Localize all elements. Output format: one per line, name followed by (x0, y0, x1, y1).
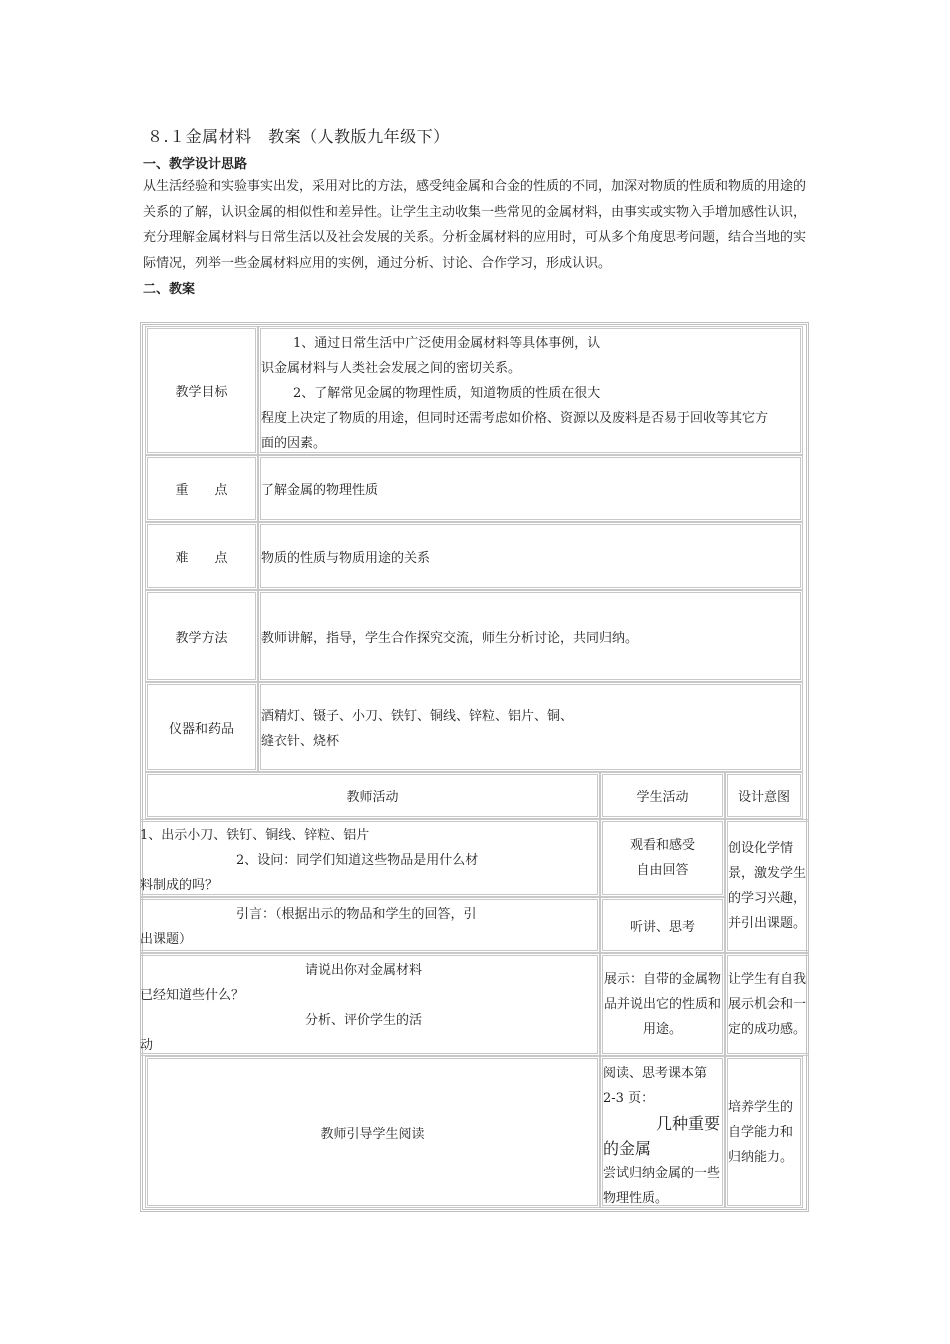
equipment-line-b: 缝衣针、烧杯 (261, 734, 340, 749)
header-teacher: 教师活动 (346, 790, 399, 805)
header-teacher-cell (145, 772, 600, 819)
activity1-student: 观看和感受 自由回答 (629, 838, 695, 878)
activity1-line-1: 1、出示小刀、铁钉、铜线、锌粒、铝片 (140, 828, 370, 843)
design4-text: 培养学生的自学能力和归纳能力。 (728, 1099, 794, 1165)
equipment-label-cell (145, 682, 258, 772)
activity4-line-5: 尝试归纳金属的一些物理性质。 (603, 1166, 721, 1206)
difficulty-content-cell (258, 522, 803, 590)
method-label-cell (145, 590, 258, 682)
activity4-line-2: 2-3 页： (603, 1091, 655, 1106)
document-title: ８.１金属材料 教案（人教版九年级下） (147, 127, 450, 146)
difficulty-label: 难 点 (175, 550, 228, 566)
goal-line-2b: 程度上决定了物质的用途，但同时还需考虑如价格、资源以及废料是否易于回收等其它方 (261, 411, 769, 426)
activity1-student-cell (600, 819, 725, 897)
goal-line-2c: 面的因素。 (261, 436, 327, 451)
activity3-student-cell (600, 953, 725, 1056)
activity2-student: 听讲、思考 (629, 919, 695, 935)
activity4-line-3: 几种重要 (655, 1114, 720, 1133)
goal-content-cell (258, 326, 803, 455)
design1-cell (725, 819, 809, 953)
key-text: 了解金属的物理性质 (261, 483, 379, 498)
activity2-line-1: 引言：（根据出示的物品和学生的回答，引 (236, 907, 477, 922)
activity3-line-2: 已经知道些什么？ (140, 988, 245, 1003)
activity2-teacher-cell (140, 897, 600, 953)
header-design: 设计意图 (737, 790, 790, 805)
activity4-line-4: 的金属 (603, 1139, 652, 1158)
goal-line-1a: 1、通过日常生活中广泛使用金属材料等具体事例，认 (293, 336, 601, 351)
section-heading-design: 一、教学设计思路 (143, 157, 248, 172)
header-design-cell (725, 772, 803, 819)
activity4-student-cell (600, 1056, 725, 1208)
activity2-line-2: 出课题） (140, 932, 193, 947)
activity3-line-3: 分析、评价学生的活 (305, 1013, 423, 1028)
activity4-line-1: 阅读、思考课本第 (603, 1066, 708, 1081)
activity1-line-3: 料制成的吗？ (140, 878, 219, 893)
activity3-line-1: 请说出你对金属材料 (305, 963, 423, 978)
design-paragraph: 从生活经验和实验事实出发，采用对比的方法，感受纯金属和合金的性质的不同，加深对物质的性质和物质的用途的关系的了解，认识金属的相似性和差异性。让学生主动收集一些常见的金属材料，由事实或实物入手增加感性认识，充分理解金属材料与日常生活以及社会发展的关系。分析金属材料的应用时，可从多个角度思考问题，结合当地的实际情况，列举一些金属材料应用的实例，通过分析、讨论、合作学习，形成认识。 (143, 179, 807, 271)
goal-label: 教学目标 (175, 385, 228, 400)
key-label-cell (145, 455, 258, 522)
design3-text: 让学生有自我展示机会和一定的成功感。 (728, 972, 807, 1037)
method-content-cell (258, 590, 803, 682)
design4-cell (725, 1056, 803, 1208)
method-label: 教学方法 (175, 630, 228, 646)
header-student-cell (600, 772, 725, 819)
activity3-teacher-cell (140, 953, 600, 1056)
key-label: 重 点 (175, 483, 228, 498)
design1-text: 创设化学情景，激发学生的学习兴趣，并引出课题。 (728, 841, 807, 931)
equipment-content-cell (258, 682, 803, 772)
difficulty-text: 物质的性质与物质用途的关系 (261, 550, 431, 566)
activity1-teacher-cell (140, 819, 600, 897)
equipment-line-a: 酒精灯、镊子、小刀、铁钉、铜线、锌粒、铝片、铜、 (261, 709, 574, 724)
activity3-line-4: 动 (140, 1038, 154, 1053)
section-heading-plan: 二、教案 (143, 282, 196, 297)
activity1-line-2: 2、设问：同学们知道这些物品是用什么材 (236, 853, 479, 868)
activity4-teacher-cell (145, 1056, 600, 1208)
activity2-student-cell (600, 897, 725, 953)
key-content-cell (258, 455, 803, 522)
design3-cell (725, 953, 809, 1056)
equipment-label: 仪器和药品 (168, 721, 234, 737)
goal-label-cell (145, 326, 258, 455)
goal-line-1b: 识金属材料与人类社会发展之间的密切关系。 (261, 361, 522, 376)
header-student: 学生活动 (636, 790, 689, 805)
method-text: 教师讲解，指导，学生合作探究交流，师生分析讨论，共同归纳。 (261, 630, 639, 646)
activity4-teacher: 教师引导学生阅读 (320, 1126, 425, 1142)
goal-line-2a: 2、了解常见金属的物理性质，知道物质的性质在很大 (293, 386, 601, 401)
difficulty-label-cell (145, 522, 258, 590)
activity3-student: 展示：自带的金属物品并说出它的性质和用途。 (603, 972, 721, 1037)
